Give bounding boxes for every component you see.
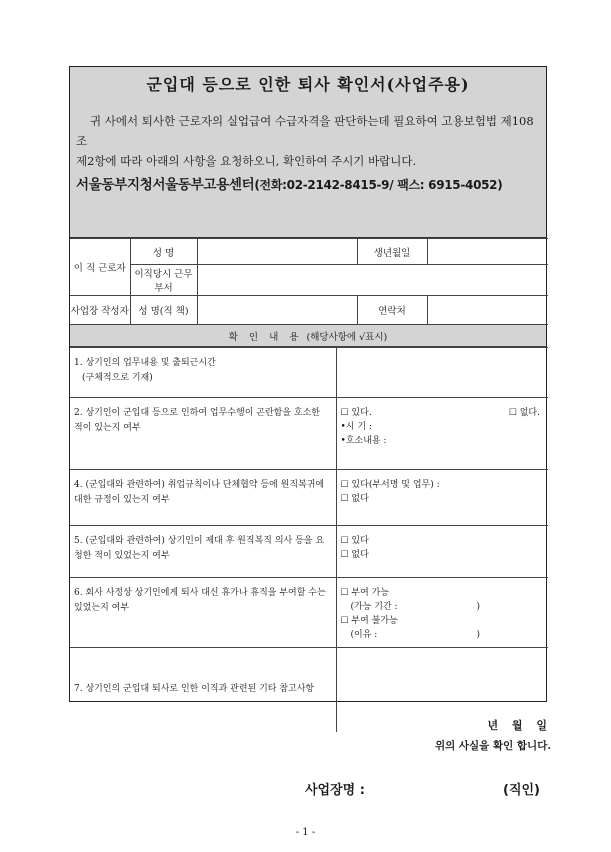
answer-6-possible[interactable]: ☐ 부여 가능 <box>340 588 390 598</box>
question-2-text: 2. 상기인이 군입대 등으로 인하여 업무수행이 곤란함을 호소한 적이 있는지 여부 <box>74 408 320 433</box>
answer-2-no[interactable]: ☐ 없다. <box>508 408 540 418</box>
answer-5-yes[interactable]: ☐ 있다 <box>340 536 369 546</box>
name-label: 성 명 <box>130 239 197 265</box>
question-table <box>70 347 548 732</box>
answer-6-period-row <box>341 600 545 614</box>
question-5 <box>70 526 336 578</box>
name-field[interactable] <box>197 239 357 265</box>
answer-4 <box>336 470 548 526</box>
answer-6-period-close: ) <box>476 602 481 612</box>
office-info <box>76 175 540 195</box>
answer-1-field[interactable] <box>336 348 548 398</box>
company-name-label: 사업장명 : <box>305 783 365 798</box>
answer-2-period: •시 기 : <box>340 422 372 432</box>
worker-label: 이 직 근로자 <box>70 239 130 296</box>
answer-6 <box>336 578 548 648</box>
writer-name-field[interactable] <box>197 296 357 325</box>
answer-4-no[interactable]: ☐ 없다 <box>340 494 369 504</box>
writer-name-label: 성 명(직 책) <box>130 296 197 325</box>
seal-label: (직인) <box>503 783 540 798</box>
office-contact: (전화:02-2142-8415-9/ 팩스: 6915-4052) <box>254 178 503 192</box>
question-4 <box>70 470 336 526</box>
birth-field[interactable] <box>427 239 548 265</box>
answer-5-no[interactable]: ☐ 없다 <box>340 550 369 560</box>
confirmation-form <box>69 66 547 702</box>
answer-2-yes[interactable]: ☐ 있다. <box>340 408 372 418</box>
answer-4-yes[interactable]: ☐ 있다(부서명 및 업무) : <box>340 480 440 490</box>
answer-6-period: (가능 기간 : <box>350 602 398 612</box>
confirm-header <box>70 324 546 347</box>
date-line: 년 월 일 <box>487 719 547 732</box>
dept-label: 이직당시 근무부서 <box>130 265 197 296</box>
intro-line-1: 귀 사에서 퇴사한 근로자의 실업급여 수급자격을 판단하는데 필요하여 고용보험법 제108조 <box>76 114 534 148</box>
answer-2 <box>336 398 548 470</box>
question-1-text: 1. 상기인의 업무내용 및 출퇴근시간 <box>74 358 216 368</box>
question-4-text: 4. (군입대와 관련하여) 취업규칙이나 단체협약 등에 원직복귀에 대한 규정이 있는지 여부 <box>74 480 325 505</box>
question-6 <box>70 578 336 648</box>
confirm-header-note: (해당사항에 √표시) <box>306 331 388 343</box>
question-2 <box>70 398 336 470</box>
office-name: 서울동부지청서울동부고용센터 <box>76 177 255 193</box>
contact-label: 연락처 <box>357 296 427 325</box>
writer-label: 사업장 작성자 <box>70 296 130 325</box>
birth-label: 생년월일 <box>357 239 427 265</box>
question-7-text: 7. 상기인의 군입대 퇴사로 인한 이직과 관련된 기타 참고사항 <box>74 684 315 695</box>
answer-6-reason-row <box>341 628 545 642</box>
dept-field[interactable] <box>197 265 548 296</box>
intro-line-2: 제2항에 따라 아래의 사항을 요청하오니, 확인하여 주시기 바랍니다. <box>76 154 417 168</box>
worker-info-table <box>70 238 548 325</box>
form-title: 군입대 등으로 인한 퇴사 확인서(사업주용) <box>70 67 546 101</box>
answer-2-complaint: •호소내용 : <box>340 436 387 446</box>
answer-6-impossible[interactable]: ☐ 부여 불가능 <box>340 616 398 626</box>
question-5-text: 5. (군입대와 관련하여) 상기인이 제대 후 원직복직 의사 등을 요청한 적이 있었는지 여부 <box>74 536 325 561</box>
question-6-text: 6. 회사 사정상 상기인에게 퇴사 대신 휴가나 휴직을 부여할 수는 있었는지 여부 <box>74 588 326 613</box>
confirm-statement: 위의 사실을 확인 합니다. <box>434 740 551 752</box>
answer-6-reason-close: ) <box>476 630 481 640</box>
confirm-header-title: 확 인 내 용 <box>228 331 303 343</box>
answer-6-reason: (이유 : <box>350 630 378 640</box>
intro-section <box>70 100 546 238</box>
answer-5 <box>336 526 548 578</box>
question-1-sub: (구체적으로 기재) <box>82 373 153 383</box>
question-1 <box>70 348 336 398</box>
page-number: - 1 - <box>295 827 316 838</box>
contact-field[interactable] <box>427 296 548 325</box>
